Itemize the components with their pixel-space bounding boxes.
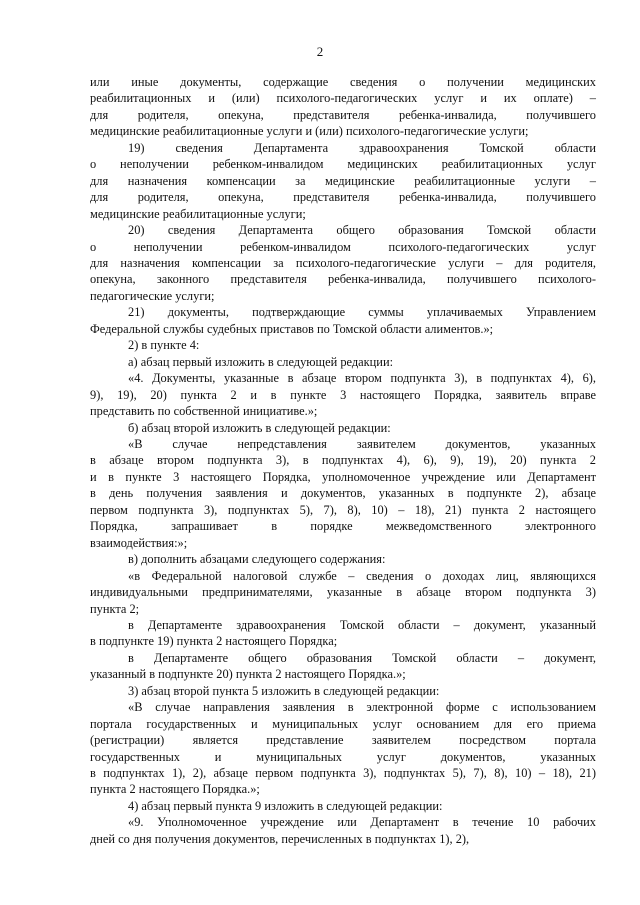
- paragraph-line: взаимодействия:»;: [90, 535, 188, 550]
- paragraph-line: в Департаменте здравоохранения Томской области – документ, указанный: [128, 617, 596, 632]
- paragraph-line: индивидуальными предпринимателями, указанные в абзаце втором подпункта 3): [90, 585, 596, 600]
- paragraph-line: о неполучении ребенком-инвалидом психолого-педагогических услуг: [90, 239, 596, 254]
- paragraph-line: в подпунктах 1), 2), абзаце первом подпункта 3), подпунктах 5), 7), 8), 10) – 18), 21): [90, 766, 596, 781]
- paragraph-line: (регистрации) является представление заявителем посредством портала: [90, 733, 596, 748]
- paragraph-line: в Департаменте общего образования Томской области – документ,: [128, 650, 596, 665]
- paragraph-line: представить по собственной инициативе.»;: [90, 404, 318, 419]
- paragraph-line: Федеральной службы судебных приставов по Томской области алиментов.»;: [90, 321, 494, 336]
- paragraph-line: 4) абзац первый пункта 9 изложить в следующей редакции:: [128, 798, 443, 813]
- paragraph-line: «9. Уполномоченное учреждение или Департамент в течение 10 рабочих: [128, 815, 596, 830]
- paragraph-line: реабилитационных и (или) психолого-педагогических услуг и их оплате) –: [90, 91, 596, 106]
- paragraph-line: 3) абзац второй пункта 5 изложить в следующей редакции:: [128, 683, 440, 698]
- paragraph-line: для родителя, опекуна, представителя ребенка-инвалида, получившего: [90, 190, 596, 205]
- paragraph-line: в абзаце втором подпункта 3), в подпунктах 4), 6), 9), 19), 20) пункта 2: [90, 453, 596, 468]
- paragraph-line: опекуна, законного представителя ребенка-инвалида, получившего психолого-: [90, 272, 596, 287]
- paragraph-line: 19) сведения Департамента здравоохранения Томской области: [128, 140, 596, 155]
- paragraph-line: в подпункте 19) пункта 2 настоящего Порядка;: [90, 634, 338, 649]
- paragraph-line: пункта 2 настоящего Порядка.»;: [90, 782, 260, 797]
- paragraph-line: «В случае направления заявления в электронной форме с использованием: [128, 700, 596, 715]
- paragraph-line: 2) в пункте 4:: [128, 338, 200, 353]
- paragraph-line: портала государственных и муниципальных услуг основанием для его приема: [90, 716, 596, 731]
- paragraph-line: первом подпункта 3), подпунктах 5), 7), 8), 10) – 18), 21) пункта 2 настоящего: [90, 502, 596, 517]
- paragraph-line: медицинские реабилитационные услуги;: [90, 206, 306, 221]
- document-body: [90, 74, 596, 847]
- paragraph-line: для назначения компенсации за психолого-педагогические услуги – для родителя,: [90, 255, 596, 270]
- paragraph-line: в) дополнить абзацами следующего содержания:: [128, 552, 386, 567]
- paragraph-line: «4. Документы, указанные в абзаце втором подпункта 3), в подпунктах 4), 6),: [128, 371, 596, 386]
- paragraph-line: и в пункте 3 настоящего Порядка, уполномоченное учреждение или Департамент: [90, 469, 596, 484]
- paragraph-line: а) абзац первый изложить в следующей редакции:: [128, 354, 394, 369]
- paragraph-line: 20) сведения Департамента общего образования Томской области: [128, 223, 596, 238]
- paragraph-line: о неполучении ребенком-инвалидом медицинских реабилитационных услуг: [90, 157, 596, 172]
- paragraph-line: Порядка, запрашивает в порядке межведомственного электронного: [90, 519, 596, 534]
- paragraph-line: «в Федеральной налоговой службе – сведения о доходах лиц, являющихся: [128, 568, 596, 583]
- paragraph-line: указанный в подпункте 20) пункта 2 настоящего Порядка.»;: [90, 667, 406, 682]
- paragraph-line: б) абзац второй изложить в следующей редакции:: [128, 420, 391, 435]
- page-number: 2: [316, 44, 324, 59]
- paragraph-line: 9), 19), 20) пункта 2 и в пункте 3 настоящего Порядка, заявитель вправе: [90, 387, 596, 402]
- paragraph-line: для родителя, опекуна, представителя ребенка-инвалида, получившего: [90, 107, 596, 122]
- paragraph-line: 21) документы, подтверждающие суммы уплачиваемых Управлением: [128, 305, 596, 320]
- paragraph-line: в день получения заявления и документов, указанных в подпункте 2), абзаце: [90, 486, 596, 501]
- paragraph-line: педагогические услуги;: [90, 288, 215, 303]
- paragraph-line: для назначения компенсации за медицинские реабилитационные услуги –: [90, 173, 596, 188]
- paragraph-line: государственных и муниципальных услуг документов, указанных: [90, 749, 596, 764]
- paragraph-line: «В случае непредставления заявителем документов, указанных: [128, 436, 596, 451]
- paragraph-line: пункта 2;: [90, 601, 140, 616]
- paragraph-line: или иные документы, содержащие сведения о получении медицинских: [90, 75, 596, 89]
- paragraph-line: дней со дня получения документов, перечисленных в подпунктах 1), 2),: [90, 831, 470, 846]
- paragraph-line: медицинские реабилитационные услуги и (или) психолого-педагогические услуги;: [90, 124, 529, 139]
